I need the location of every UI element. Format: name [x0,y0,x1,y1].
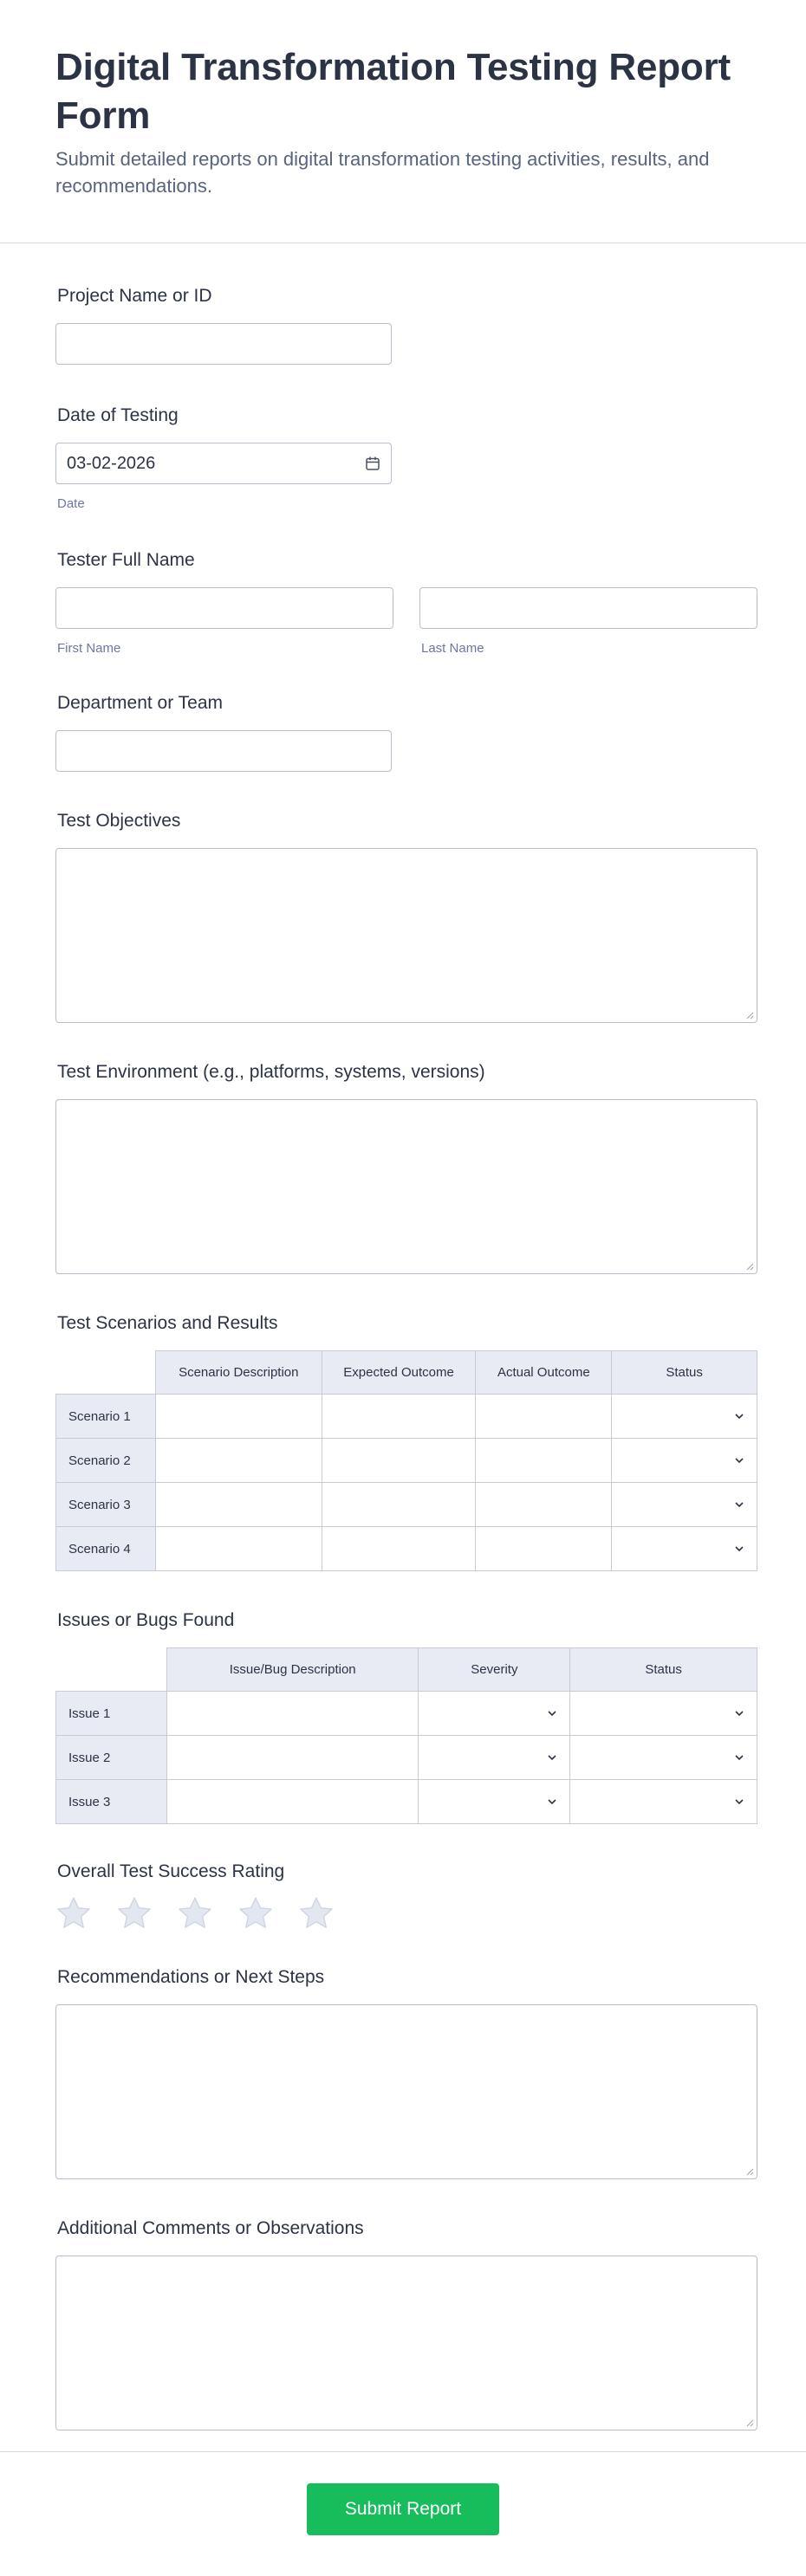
expected-outcome-input[interactable] [322,1439,476,1483]
recommendations-field [55,1966,757,2179]
actual-outcome-input[interactable] [476,1527,612,1571]
issues-field [55,1609,757,1824]
status-select[interactable] [570,1692,757,1736]
table-row [56,1780,757,1824]
severity-select[interactable] [419,1736,570,1780]
form-header [0,0,806,243]
status-select[interactable] [570,1780,757,1824]
column-header: Issue/Bug Description [166,1648,419,1692]
column-header: Expected Outcome [322,1351,476,1395]
table-row [56,1692,757,1736]
date-sublabel: Date [57,496,85,511]
expected-outcome-input[interactable] [322,1395,476,1439]
issues-table [55,1647,757,1824]
actual-outcome-input[interactable] [476,1439,612,1483]
date-label: Date of Testing [57,405,179,425]
chevron-down-icon [734,1411,744,1421]
scenario-description-input[interactable] [155,1527,322,1571]
status-select[interactable] [612,1439,757,1483]
table-corner [56,1648,167,1692]
environment-label: Test Environment (e.g., platforms, systems, versions) [57,1062,485,1082]
status-select[interactable] [612,1483,757,1527]
scenario-description-input[interactable] [155,1483,322,1527]
chevron-down-icon [547,1752,557,1763]
project-input[interactable] [55,323,392,365]
table-row [56,1527,757,1571]
row-header: Issue 2 [56,1736,167,1780]
column-header: Actual Outcome [476,1351,612,1395]
project-label: Project Name or ID [57,286,212,306]
date-field [55,405,757,511]
project-field [55,285,757,365]
issue-description-input[interactable] [166,1736,419,1780]
issues-label: Issues or Bugs Found [57,1610,235,1630]
objectives-label: Test Objectives [57,811,181,831]
star-icon[interactable] [237,1895,274,1932]
department-field [55,692,757,772]
first-name-sublabel: First Name [57,641,121,656]
comments-label: Additional Comments or Observations [57,2218,364,2238]
actual-outcome-input[interactable] [476,1395,612,1439]
actual-outcome-input[interactable] [476,1483,612,1527]
rating-label: Overall Test Success Rating [57,1861,285,1881]
issue-description-input[interactable] [166,1780,419,1824]
form-title: Digital Transformation Testing Report Form [55,46,731,137]
scenario-description-input[interactable] [155,1439,322,1483]
tester-label: Tester Full Name [57,550,195,570]
status-select[interactable] [570,1736,757,1780]
date-value: 03-02-2026 [67,453,156,473]
objectives-field [55,810,757,1023]
issue-description-input[interactable] [166,1692,419,1736]
first-name-input[interactable] [55,587,393,629]
status-select[interactable] [612,1527,757,1571]
row-header: Issue 3 [56,1780,167,1824]
department-input[interactable] [55,730,392,772]
star-rating [55,1895,757,1932]
resize-grip-icon[interactable] [745,1011,754,1019]
expected-outcome-input[interactable] [322,1483,476,1527]
scenario-description-input[interactable] [155,1395,322,1439]
column-header: Severity [419,1648,570,1692]
recommendations-textarea[interactable] [55,2004,757,2179]
comments-textarea[interactable] [55,2256,757,2430]
recommendations-label: Recommendations or Next Steps [57,1967,325,1987]
table-row [56,1483,757,1527]
date-input[interactable] [55,443,392,484]
environment-field [55,1061,757,1274]
form-footer [0,2451,806,2535]
table-corner [56,1351,156,1395]
column-header: Status [570,1648,757,1692]
row-header: Issue 1 [56,1692,167,1736]
resize-grip-icon[interactable] [745,2418,754,2427]
column-header: Scenario Description [155,1351,322,1395]
last-name-sublabel: Last Name [421,641,484,656]
severity-select[interactable] [419,1692,570,1736]
resize-grip-icon[interactable] [745,2167,754,2176]
star-icon[interactable] [55,1895,92,1932]
scenarios-field [55,1312,757,1571]
chevron-down-icon [734,1796,744,1807]
star-icon[interactable] [116,1895,153,1932]
department-label: Department or Team [57,693,224,713]
chevron-down-icon [734,1499,744,1510]
objectives-textarea[interactable] [55,848,757,1023]
calendar-icon[interactable] [365,456,380,471]
scenarios-label: Test Scenarios and Results [57,1313,278,1333]
severity-select[interactable] [419,1780,570,1824]
table-row [56,1736,757,1780]
chevron-down-icon [547,1796,557,1807]
last-name-input[interactable] [419,587,757,629]
submit-button[interactable]: Submit Report [307,2483,499,2535]
chevron-down-icon [734,1544,744,1554]
row-header: Scenario 4 [56,1527,156,1571]
status-select[interactable] [612,1395,757,1439]
chevron-down-icon [734,1708,744,1718]
environment-textarea[interactable] [55,1099,757,1274]
form-subtitle: Submit detailed reports on digital transformation testing activities, results, and recommendations. [55,148,710,197]
row-header: Scenario 1 [56,1395,156,1439]
chevron-down-icon [547,1708,557,1718]
column-header: Status [612,1351,757,1395]
resize-grip-icon[interactable] [745,1262,754,1271]
star-icon[interactable] [298,1895,335,1932]
rating-field [55,1861,757,1932]
chevron-down-icon [734,1455,744,1466]
row-header: Scenario 3 [56,1483,156,1527]
scenarios-table [55,1350,757,1571]
table-row [56,1439,757,1483]
comments-field [55,2217,757,2430]
chevron-down-icon [734,1752,744,1763]
table-row [56,1395,757,1439]
tester-field [55,549,757,656]
row-header: Scenario 2 [56,1439,156,1483]
star-icon[interactable] [177,1895,213,1932]
expected-outcome-input[interactable] [322,1527,476,1571]
